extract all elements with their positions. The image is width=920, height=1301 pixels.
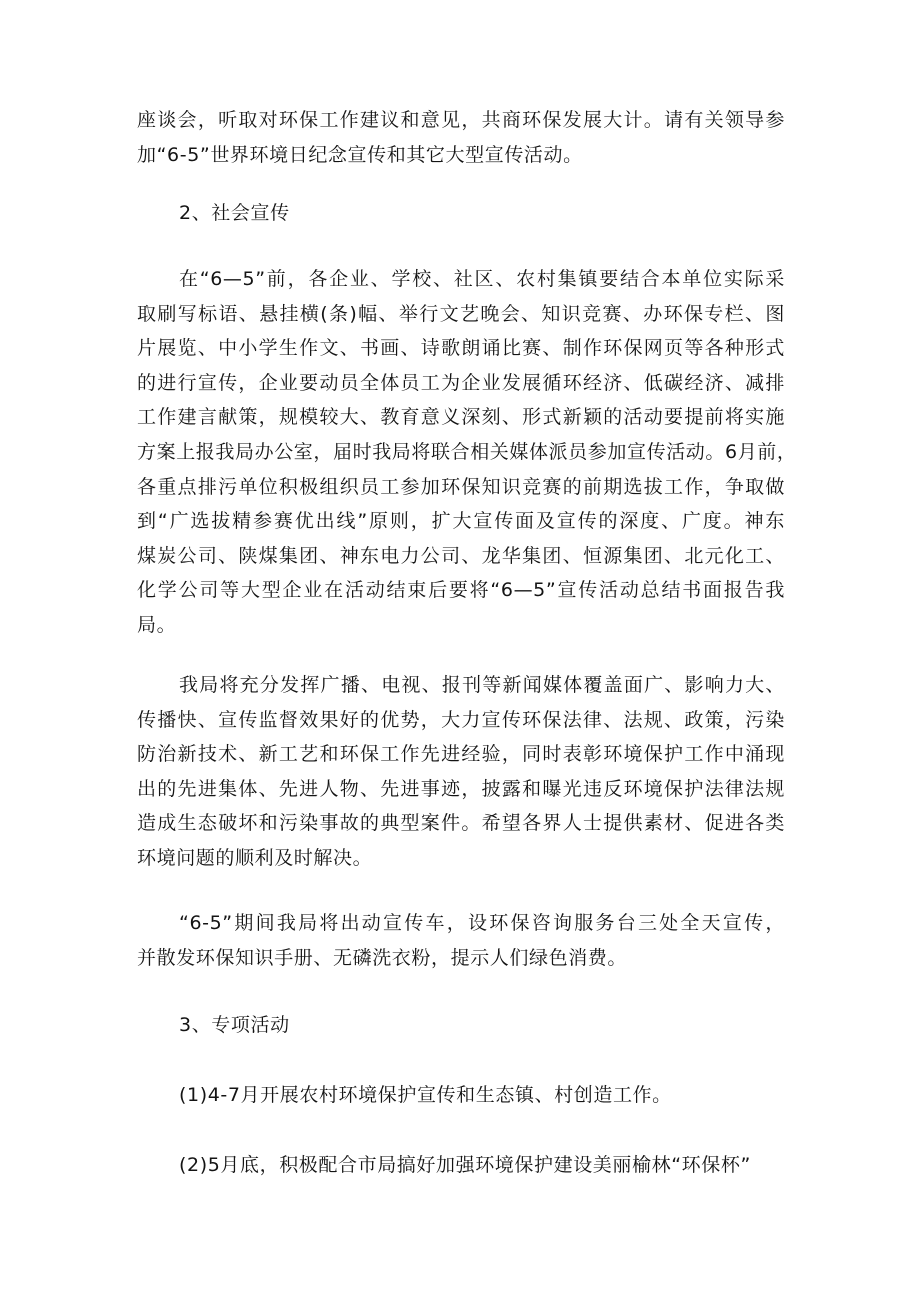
text-line: 局。 [137, 613, 177, 636]
text-line: 的进行宣传，企业要动员全体员工为企业发展循环经济、低碳经济、减排 [137, 371, 785, 394]
text-line: 化学公司等大型企业在活动结束后要将“6—5”宣传活动总结书面报告我 [137, 579, 785, 602]
text-line: (1)4-7月开展农村环境保护宣传和生态镇、村创造工作。 [179, 1084, 672, 1106]
list-item-activity-2 [137, 1148, 785, 1183]
text-line: 在“6—5”前，各企业、学校、社区、农村集镇要结合本单位实际采 [179, 268, 785, 290]
text-line: 加“6-5”世界环境日纪念宣传和其它大型宣传活动。 [137, 143, 583, 166]
paragraph-media-publicity [137, 668, 785, 876]
paragraph-publicity-vehicle [137, 906, 785, 975]
text-line: 防治新技术、新工艺和环保工作先进经验，同时表彰环境保护工作中涌现 [137, 743, 785, 766]
text-line: 各重点排污单位积极组织员工参加环保知识竞赛的前期选拔工作，争取做 [137, 475, 785, 498]
text-line: 取刷写标语、悬挂横(条)幅、举行文艺晚会、知识竞赛、办环保专栏、图 [137, 302, 785, 325]
paragraph-meeting-continuation [137, 103, 785, 172]
text-line: 工作建言献策，规模较大、教育意义深刻、形式新颖的活动要提前将实施 [137, 406, 785, 429]
text-line: 3、专项活动 [179, 1014, 290, 1036]
list-item-activity-1 [137, 1078, 785, 1113]
text-line: 我局将充分发挥广播、电视、报刊等新闻媒体覆盖面广、影响力大、 [179, 674, 785, 696]
text-line: 煤炭公司、陕煤集团、神东电力公司、龙华集团、恒源集团、北元化工、 [137, 544, 785, 567]
text-line: 造成生态破坏和污染事故的典型案件。希望各界人士提供素材、促进各类 [137, 812, 785, 835]
text-line: 2、社会宣传 [179, 202, 290, 224]
text-line: 到“广选拔精参赛优出线”原则，扩大宣传面及宣传的深度、广度。神东 [137, 510, 785, 533]
paragraph-social-publicity [137, 262, 797, 643]
text-line: 片展览、中小学生作文、书画、诗歌朗诵比赛、制作环保网页等各种形式 [137, 337, 785, 360]
text-line: 方案上报我局办公室，届时我局将联合相关媒体派员参加宣传活动。6月前， [137, 440, 797, 463]
text-line: 座谈会，听取对环保工作建议和意见，共商环保发展大计。请有关领导参 [137, 109, 785, 131]
text-line: “6-5”期间我局将出动宣传车，设环保咨询服务台三处全天宣传， [179, 912, 785, 934]
section-heading-special-activities [137, 1008, 785, 1043]
text-line: 传播快、宣传监督效果好的优势，大力宣传环保法律、法规、政策，污染 [137, 708, 785, 731]
section-heading-social-publicity [137, 196, 785, 231]
text-line: 环境问题的顺利及时解决。 [137, 846, 373, 869]
text-line: 出的先进集体、先进人物、先进事迹，披露和曝光违反环境保护法律法规 [137, 777, 785, 800]
text-line: 并散发环保知识手册、无磷洗衣粉，提示人们绿色消费。 [137, 946, 628, 969]
text-line: (2)5月底，积极配合市局搞好加强环境保护建设美丽榆林“环保杯” [179, 1154, 751, 1176]
